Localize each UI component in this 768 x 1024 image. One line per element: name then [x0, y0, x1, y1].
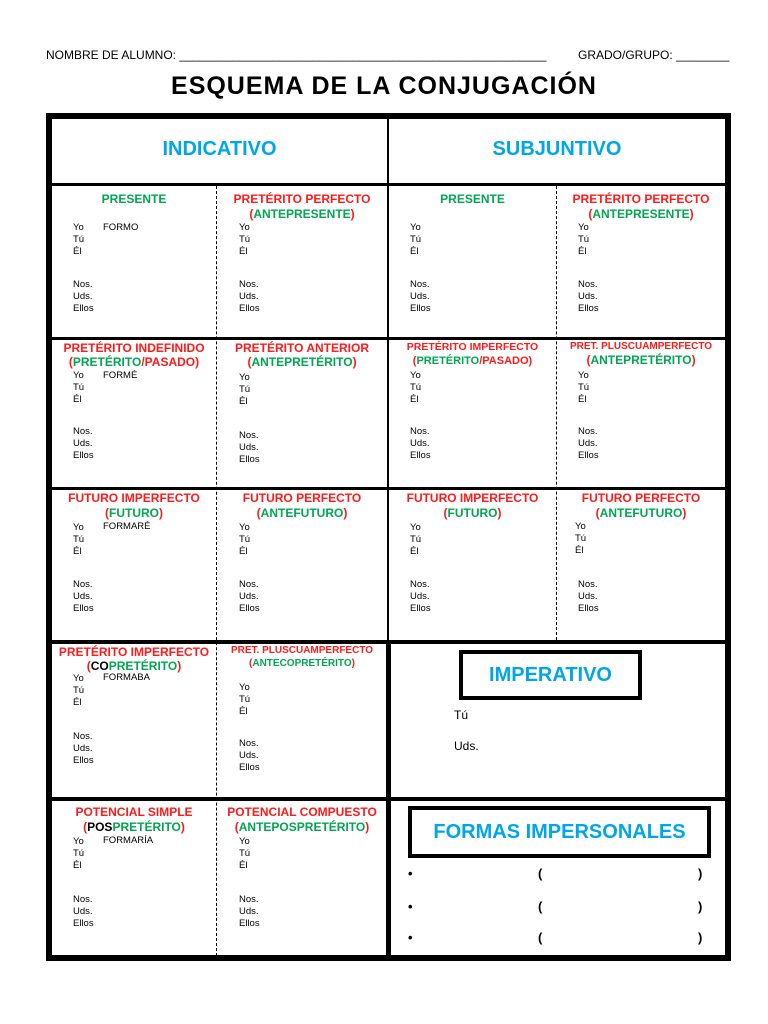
cell-ind-pret-indefinido [52, 340, 216, 486]
cell-sub-pret-imperfecto [389, 340, 556, 486]
example-verb: FORMO [103, 222, 139, 233]
tense-subtitle: (PRETÉRITO/PASADO) [412, 355, 533, 367]
imperativo-heading: IMPERATIVO [459, 650, 642, 700]
cell-ind-potencial-simple [52, 801, 216, 956]
tense-subtitle: (ANTEFUTURO) [595, 506, 687, 520]
cell-sub-presente [389, 190, 556, 336]
tense-subtitle: (PRETÉRITO/PASADO) [68, 355, 200, 369]
pronouns-top: Yo Tú Él [73, 222, 85, 257]
tense-subtitle: (ANTEPRESENTE) [588, 207, 694, 221]
pronouns-top: Yo Tú Él [239, 222, 251, 257]
pronouns-top: Yo Tú Él [239, 372, 251, 407]
close-paren: ) [698, 866, 703, 881]
pronouns-bottom: Nos. Uds. Ellos [239, 579, 260, 614]
pronouns-top: Yo Tú Él [73, 836, 85, 871]
cell-ind-futuro-imperfecto [52, 490, 216, 640]
pronouns-top: Yo Tú Él [410, 370, 422, 405]
formas-impersonales-heading: FORMAS IMPERSONALES [408, 806, 711, 858]
tense-title: FUTURO IMPERFECTO [406, 491, 539, 505]
close-paren: ) [698, 899, 703, 914]
pronouns-bottom: Nos. Uds. Ellos [410, 426, 431, 461]
pronouns-bottom: Nos. Uds. Ellos [578, 579, 599, 614]
tense-title: FUTURO PERFECTO [242, 491, 362, 505]
pronouns-top: Yo Tú Él [578, 222, 590, 257]
cell-ind-pret-perfecto [217, 190, 387, 336]
tense-subtitle: (ANTEFUTURO) [256, 506, 348, 520]
student-name-blank: _______________________________________________________ [179, 48, 547, 62]
cell-ind-futuro-perfecto [217, 490, 387, 640]
tense-title: POTENCIAL COMPUESTO [227, 805, 377, 819]
imperativo-uds: Uds. [454, 739, 479, 753]
student-name-field[interactable] [46, 48, 546, 62]
student-name-label: NOMBRE DE ALUMNO: [46, 48, 177, 62]
pronouns-top: Yo Tú Él [575, 521, 587, 556]
pronouns-bottom: Nos. Uds. Ellos [578, 426, 599, 461]
pronouns-top: Yo Tú Él [578, 370, 590, 405]
open-paren: ( [538, 899, 543, 914]
tense-title: PRESENTE [440, 192, 505, 206]
tense-subtitle: (COPRETÉRITO) [86, 659, 182, 673]
pronouns-top: Yo Tú Él [73, 370, 85, 405]
pronouns-bottom: Nos. Uds. Ellos [239, 279, 260, 314]
example-verb: FORMARÍA [103, 835, 154, 846]
pronouns-bottom: Nos. Uds. Ellos [410, 279, 431, 314]
grade-group-label: GRADO/GRUPO: [578, 48, 673, 62]
tense-title: FUTURO IMPERFECTO [68, 491, 200, 505]
cell-ind-pret-anterior [217, 340, 387, 486]
tense-subtitle: (ANTEPOSPRETÉRITO) [234, 820, 370, 834]
pronouns-bottom: Nos. Uds. Ellos [73, 579, 94, 614]
tense-title: PRET. PLUSCUAMPERFECTO [569, 341, 713, 352]
example-verb: FORMARÉ [103, 521, 151, 532]
cell-ind-pret-imperfecto [52, 644, 216, 797]
tense-title: PRETÉRITO IMPERFECTO [406, 341, 539, 353]
pronouns-top: Yo Tú Él [73, 673, 85, 708]
open-paren: ( [538, 866, 543, 881]
pronouns-bottom: Nos. Uds. Ellos [73, 894, 94, 929]
pronouns-bottom: Nos. Uds. Ellos [73, 731, 94, 766]
cell-ind-pret-pluscuamperfecto [217, 644, 387, 797]
tense-title: PRETÉRITO PERFECTO [233, 192, 371, 206]
cell-sub-pret-perfecto [557, 190, 725, 336]
example-verb: FORMÉ [103, 370, 138, 381]
tense-title: POTENCIAL SIMPLE [75, 805, 193, 819]
tense-subtitle: (ANTEPRESENTE) [249, 207, 355, 221]
example-verb: FORMABA [103, 672, 150, 683]
tense-title: PRETÉRITO INDEFINIDO [63, 341, 205, 355]
tense-subtitle: (ANTECOPRETÉRITO) [249, 658, 355, 669]
close-paren: ) [698, 930, 703, 945]
pronouns-top: Yo Tú Él [239, 836, 251, 871]
pronouns-bottom: Nos. Uds. Ellos [239, 430, 260, 465]
tense-subtitle: (FUTURO) [105, 506, 163, 520]
grade-group-blank: ________ [676, 48, 730, 62]
imperativo-tu: Tú [454, 708, 469, 722]
pronouns-bottom: Nos. Uds. Ellos [578, 279, 599, 314]
subjuntivo-heading: SUBJUNTIVO [492, 138, 622, 160]
cell-sub-futuro-imperfecto [389, 490, 556, 640]
tense-subtitle: (FUTURO) [443, 506, 502, 520]
tense-title: PRETÉRITO IMPERFECTO [58, 645, 210, 659]
pronouns-bottom: Nos. Uds. Ellos [239, 894, 260, 929]
tense-title: PRETÉRITO PERFECTO [572, 192, 710, 206]
pronouns-bottom: Nos. Uds. Ellos [410, 579, 431, 614]
pronouns-top: Yo Tú Él [410, 222, 422, 257]
pronouns-bottom: Nos. Uds. Ellos [73, 426, 94, 461]
page-title: ESQUEMA DE LA CONJUGACIÓN [171, 72, 597, 100]
pronouns-bottom: Nos. Uds. Ellos [73, 279, 94, 314]
cell-ind-presente [52, 190, 216, 336]
bullet-icon: • [408, 866, 413, 881]
tense-title: PRET. PLUSCUAMPERFECTO [230, 645, 374, 656]
open-paren: ( [538, 930, 543, 945]
cell-sub-futuro-perfecto [557, 490, 725, 640]
tense-subtitle: (ANTEPRETÉRITO) [586, 353, 696, 367]
bullet-icon: • [408, 899, 413, 914]
pronouns-top: Yo Tú Él [410, 522, 422, 557]
pronouns-top: Yo Tú Él [239, 522, 251, 557]
grade-group-field[interactable] [578, 48, 729, 62]
cell-sub-pret-pluscuamperfecto [557, 340, 725, 486]
tense-title: PRESENTE [101, 192, 167, 206]
indicativo-heading: INDICATIVO [162, 138, 277, 160]
bullet-icon: • [408, 930, 413, 945]
tense-title: PRETÉRITO ANTERIOR [234, 341, 369, 355]
tense-title: FUTURO PERFECTO [581, 491, 701, 505]
pronouns-top: Yo Tú Él [239, 682, 251, 717]
pronouns-bottom: Nos. Uds. Ellos [239, 738, 260, 773]
tense-subtitle: (ANTEPRETÉRITO) [247, 355, 357, 369]
pronouns-top: Yo Tú Él [73, 522, 85, 557]
tense-subtitle: (POSPRETÉRITO) [83, 820, 185, 834]
cell-ind-potencial-compuesto [217, 801, 387, 956]
